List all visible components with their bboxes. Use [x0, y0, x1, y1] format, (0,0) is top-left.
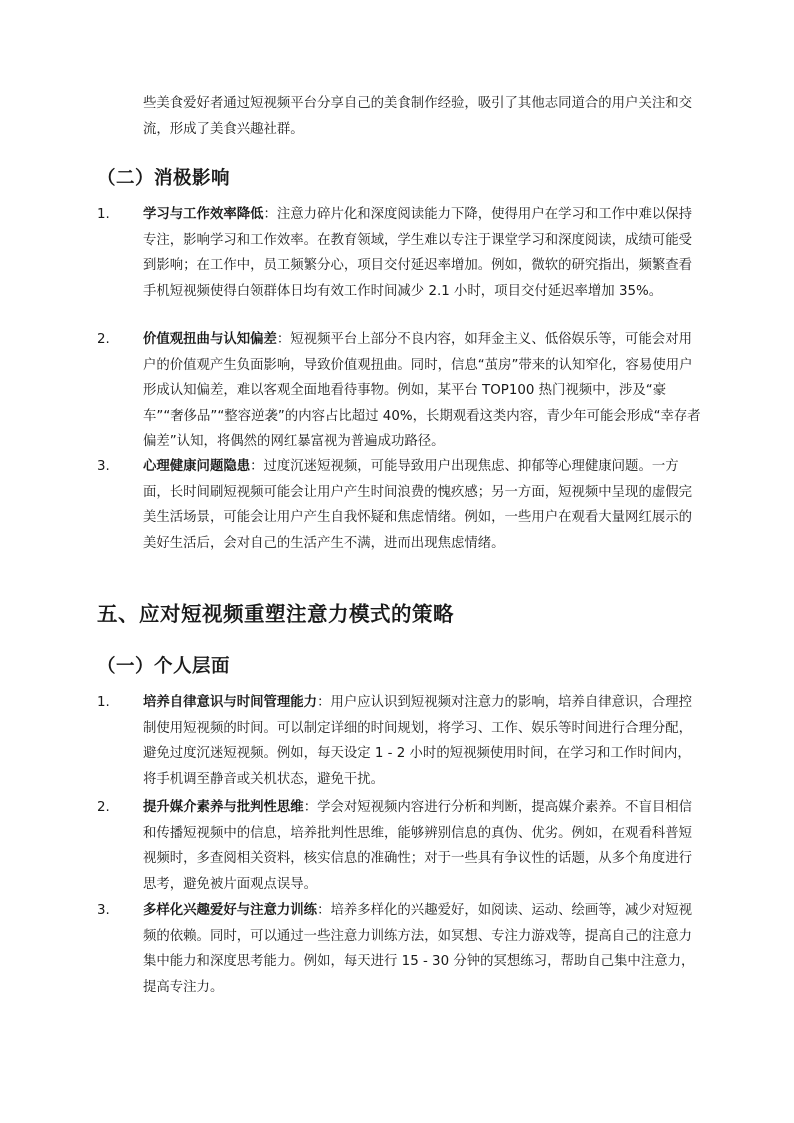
list-item-term: 心理健康问题隐患 — [143, 459, 251, 474]
continuation-paragraph: 些美食爱好者通过短视频平台分享自己的美食制作经验，吸引了其他志同道合的用户关注和交流，形成了美食兴趣社群。 — [143, 96, 693, 137]
list-item-number: 1. — [97, 695, 110, 710]
list-item-text: ：过度沉迷短视频，可能导致用户出现焦虑、抑郁等心理健康问题。一方面，长时间刷短视频可能会让用户产生时间浪费的愧疚感；另一方面，短视频中呈现的虚假完美生活场景，可能会让用户产生自我怀疑和焦虑情绪。例如，一些用户在观看大量网红展示的美好生活后，会对自己的生活产生不满，进而出现焦虑情绪。 — [143, 459, 693, 551]
list-item-term: 提升媒介素养与批判性思维 — [143, 800, 304, 815]
list-item-body — [143, 202, 703, 304]
list-item-body — [143, 690, 703, 792]
list-item-body — [143, 454, 703, 556]
list-item-text: ：学会对短视频内容进行分析和判断，提高媒介素养。不盲目相信和传播短视频中的信息，培养批判性思维，能够辨别信息的真伪、优劣。例如，在观看科普短视频时，多查阅相关资料，核实信息的准确性；对于一些具有争议性的话题，从多个角度进行思考，避免被片面观点误导。 — [143, 800, 693, 892]
heading-negative-impact: （二）消极影响 — [97, 168, 231, 189]
list-item-text: ：用户应认识到短视频对注意力的影响，培养自律意识，合理控制使用短视频的时间。可以制定详细的时间规划，将学习、工作、娱乐等时间进行合理分配，避免过度沉迷短视频。例如，每天设定 1 - 2 小时的短视频使用时间，在学习和工作时间内，将手机调至静音或关机状态，避免干扰。 — [143, 695, 693, 787]
list-item-body — [143, 795, 703, 897]
list-item-body — [143, 327, 703, 455]
heading-personal-level: （一）个人层面 — [97, 656, 231, 677]
list-item-number: 2. — [97, 800, 110, 815]
list-item-number: 1. — [97, 207, 110, 222]
list-item-number: 3. — [97, 459, 110, 474]
list-item-text: ：培养多样化的兴趣爱好，如阅读、运动、绘画等，减少对短视频的依赖。同时，可以通过一些注意力训练方法，如冥想、专注力游戏等，提高自己的注意力集中能力和深度思考能力。例如，每天进行 15 - 30 分钟的冥想练习，帮助自己集中注意力，提高专注力。 — [143, 903, 695, 995]
list-item-body — [143, 898, 703, 1000]
list-item-term: 多样化兴趣爱好与注意力训练 — [143, 903, 318, 918]
list-item-number: 2. — [97, 332, 110, 347]
section-heading-strategies: 五、应对短视频重塑注意力模式的策略 — [97, 602, 454, 626]
list-item-number: 3. — [97, 903, 110, 918]
list-item-text: ：短视频平台上部分不良内容，如拜金主义、低俗娱乐等，可能会对用户的价值观产生负面影响，导致价值观扭曲。同时，信息“茧房”带来的认知窄化，容易使用户形成认知偏差，难以客观全面地看待事物。例如，某平台 TOP100 热门视频中，涉及“豪车”“奢侈品”“整容逆袭”的内容占比超过 40%，长期观看这类内容，青少年可能会形成“幸存者偏差”认知，将偶然的网红暴富视为普遍成功路径。 — [143, 332, 701, 450]
list-item-term: 培养自律意识与时间管理能力 — [143, 695, 318, 710]
list-item-text: ：注意力碎片化和深度阅读能力下降，使得用户在学习和工作中难以保持专注，影响学习和工作效率。在教育领域，学生难以专注于课堂学习和深度阅读，成绩可能受到影响；在工作中，员工频繁分心，项目交付延迟率增加。例如，微软的研究指出，频繁查看手机短视频使得白领群体日均有效工作时间减少 2.1 小时，项目交付延迟率增加 35%。 — [143, 207, 693, 299]
list-item-term: 价值观扭曲与认知偏差 — [143, 332, 277, 347]
list-item-term: 学习与工作效率降低 — [143, 207, 264, 222]
